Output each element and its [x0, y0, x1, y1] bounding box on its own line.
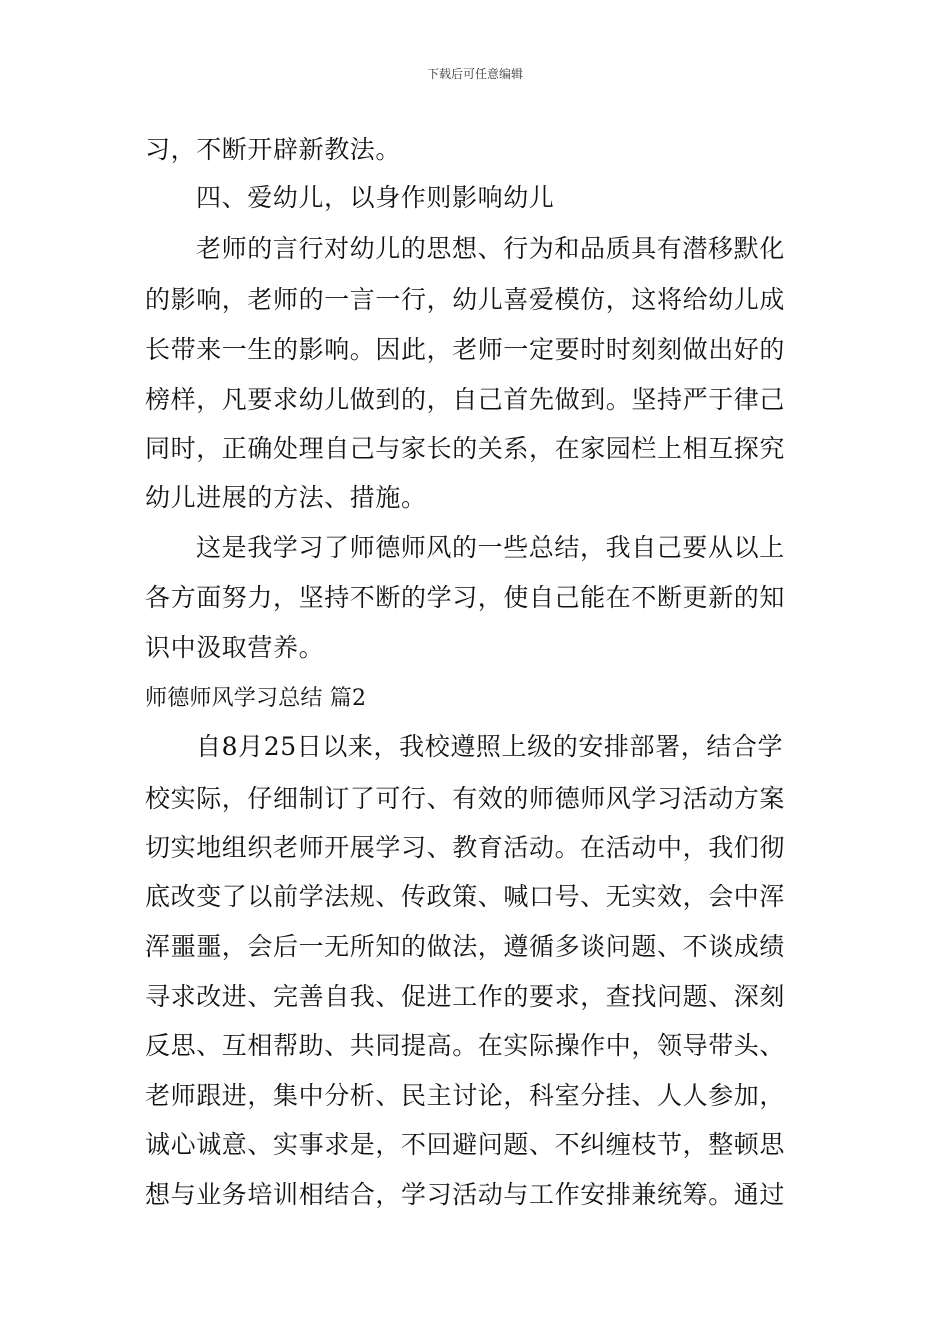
paragraph-line: 幼儿进展的方法、措施。: [145, 483, 427, 512]
paragraph-line: 浑噩噩，会后一无所知的做法，遵循多谈问题、不谈成绩: [145, 932, 786, 961]
article-title: 师德师风学习总结 篇2: [145, 686, 367, 711]
paragraph-line: 榜样，凡要求幼儿做到的，自己首先做到。坚持严于律己: [145, 385, 786, 414]
page-header: 下载后可任意编辑: [426, 67, 523, 81]
paragraph-line: 识中汲取营养。: [145, 633, 325, 662]
paragraph-line: 诚心诚意、实事求是，不回避问题、不纠缠枝节，整顿思: [145, 1130, 786, 1159]
paragraph-line: 长带来一生的影响。因此，老师一定要时时刻刻做出好的: [145, 335, 786, 364]
paragraph-line: 同时，正确处理自己与家长的关系，在家园栏上相互探究: [145, 434, 786, 463]
paragraph-line: 自8月25日以来，我校遵照上级的安排部署，结合学: [196, 732, 784, 761]
paragraph-line: 老师的言行对幼儿的思想、行为和品质具有潜移默化: [196, 234, 785, 263]
paragraph-line: 各方面努力，坚持不断的学习，使自己能在不断更新的知: [145, 583, 786, 612]
paragraph-line: 老师跟进，集中分析、民主讨论，科室分挂、人人参加，: [145, 1081, 786, 1110]
paragraph-line: 这是我学习了师德师风的一些总结，我自己要从以上: [196, 533, 785, 562]
paragraph-line: 想与业务培训相结合，学习活动与工作安排兼统筹。通过: [145, 1180, 786, 1209]
paragraph-line: 切实地组织老师开展学习、教育活动。在活动中，我们彻: [145, 833, 786, 862]
paragraph-line: 校实际，仔细制订了可行、有效的师德师风学习活动方案: [145, 784, 786, 813]
paragraph-line: 寻求改进、完善自我、促进工作的要求，查找问题、深刻: [145, 982, 786, 1011]
section-heading: 四、爱幼儿，以身作则影响幼儿: [196, 183, 555, 212]
paragraph-line: 底改变了以前学法规、传政策、喊口号、无实效，会中浑: [145, 882, 786, 911]
text-line: 习，不断开辟新教法。: [145, 135, 402, 164]
paragraph-line: 反思、互相帮助、共同提高。在实际操作中，领导带头、: [145, 1031, 786, 1060]
paragraph-line: 的影响，老师的一言一行，幼儿喜爱模仿，这将给幼儿成: [145, 285, 786, 314]
